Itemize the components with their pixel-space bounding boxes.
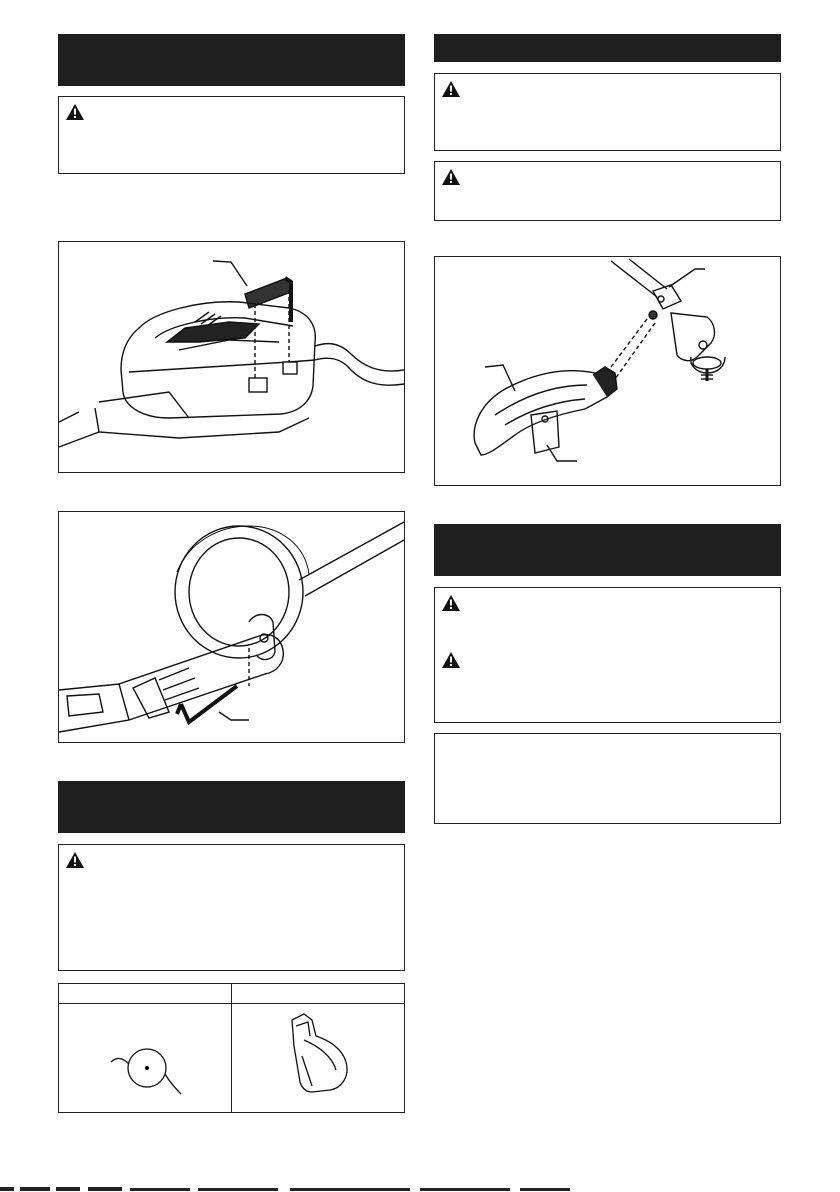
guard-icon bbox=[232, 1006, 404, 1112]
warning-triangle-icon bbox=[442, 169, 460, 185]
page-bottom-edge-text-fragments bbox=[0, 1186, 840, 1192]
section-heading-bar-right-middle bbox=[434, 524, 781, 576]
warning-triangle-icon bbox=[66, 104, 84, 120]
leader-line-bracket bbox=[547, 445, 577, 461]
figure-wrench-loop-handle bbox=[58, 511, 405, 743]
warning-box-left-top bbox=[58, 96, 405, 174]
leader-line-wrench bbox=[213, 261, 247, 286]
section-heading-bar-left-top bbox=[58, 34, 405, 86]
warning-box-right-1 bbox=[434, 73, 781, 151]
note-box-right bbox=[434, 733, 781, 824]
warning-box-right-3 bbox=[434, 587, 781, 723]
guard-installation-illustration bbox=[435, 257, 780, 485]
figure-guard-installation bbox=[434, 256, 781, 486]
warning-box-right-2 bbox=[434, 161, 781, 221]
warning-triangle-icon bbox=[442, 652, 460, 668]
figure-wrench-storage-powerhead bbox=[58, 241, 405, 473]
section-heading-bar-right-top bbox=[434, 34, 781, 62]
powerhead-illustration bbox=[59, 242, 404, 472]
loop-handle-illustration bbox=[59, 512, 404, 742]
warning-box-left-bottom bbox=[58, 844, 405, 971]
attachment-combination-table bbox=[58, 983, 405, 1113]
leader-line-clamp bbox=[669, 269, 705, 287]
section-heading-bar-left-bottom bbox=[58, 781, 405, 833]
leader-line-guard bbox=[485, 365, 515, 391]
leader-line-wrench-2 bbox=[219, 712, 249, 720]
warning-triangle-icon bbox=[442, 595, 460, 611]
warning-triangle-icon bbox=[442, 81, 460, 97]
warning-triangle-icon bbox=[66, 852, 84, 868]
nylon-cutting-head-icon bbox=[59, 1006, 231, 1112]
